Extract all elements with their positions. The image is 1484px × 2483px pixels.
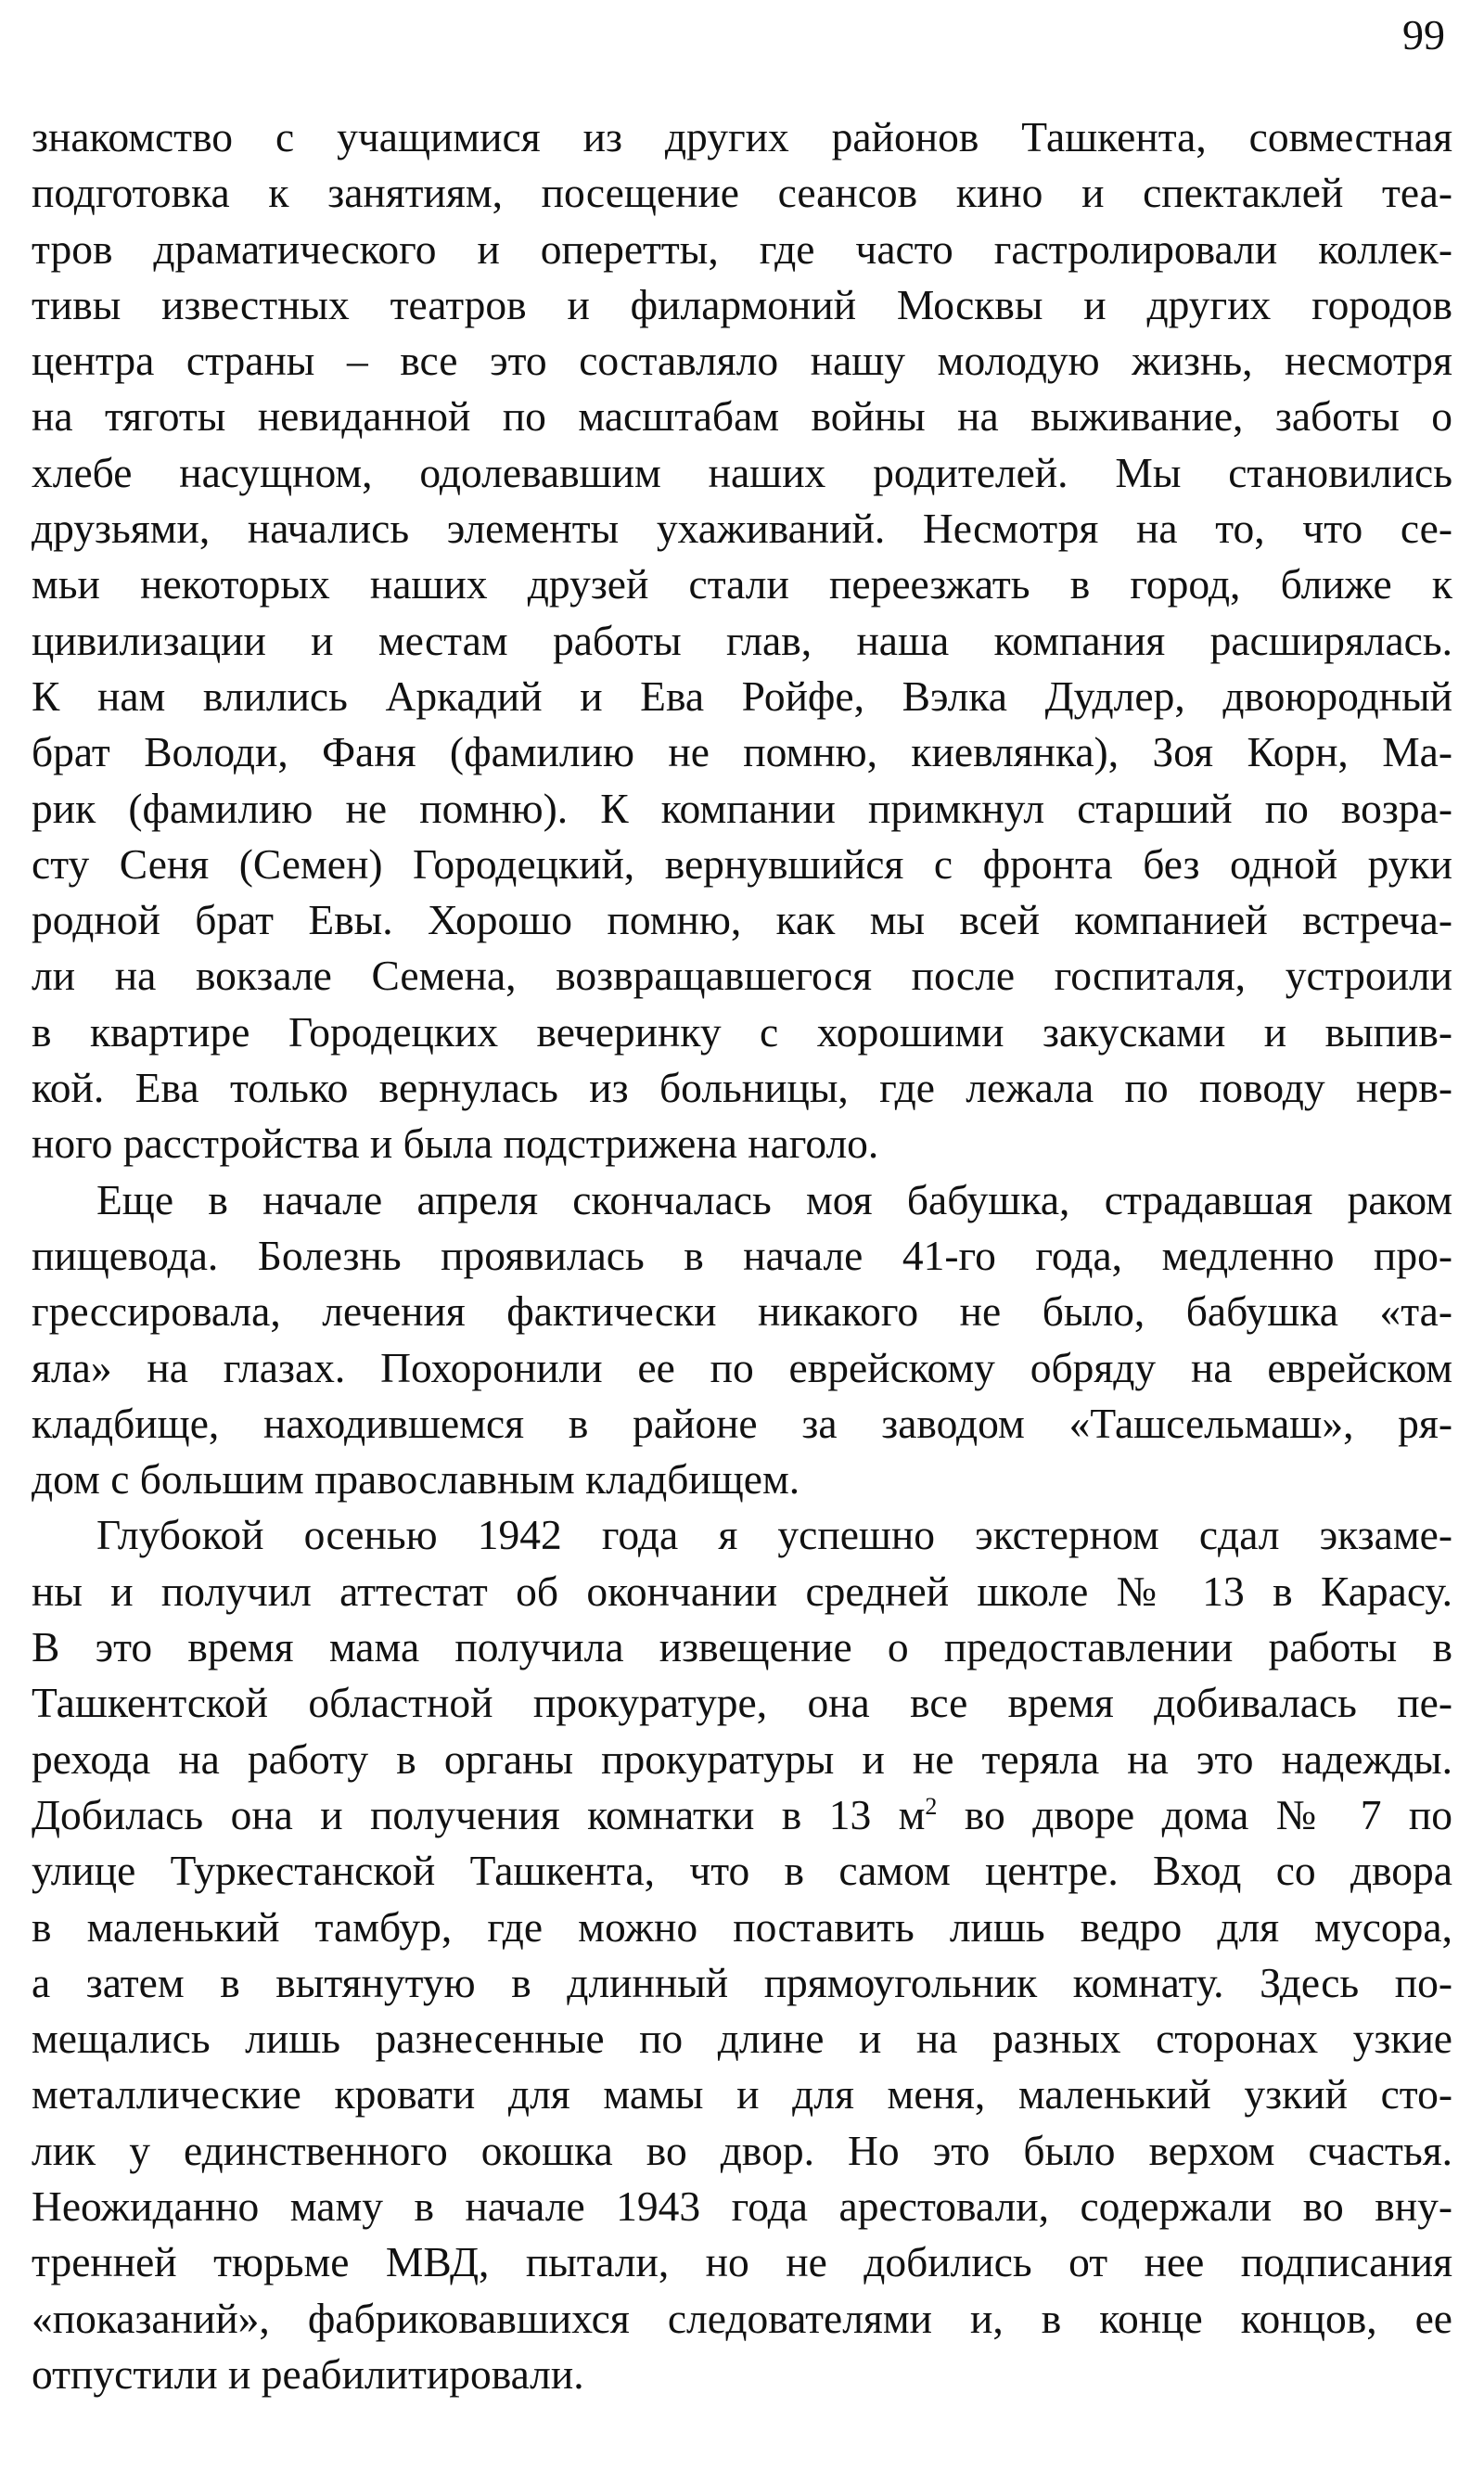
text-line: кой. Ева только вернулась из больницы, где лежала по поводу нерв- — [32, 1064, 1452, 1112]
text-line: в квартире Городецких вечеринку с хорошими закусками и выпив- — [32, 1007, 1452, 1056]
text-line: В это время мама получила извещение о предоставлении работы в — [32, 1623, 1452, 1671]
text-line: рик (фамилию не помню). К компании примкнул старший по возра- — [32, 784, 1452, 832]
text-line: пищевода. Болезнь проявилась в начале 41-го года, медленно про- — [32, 1231, 1452, 1279]
text-line: грессировала, лечения фактически никакого не было, бабушка «та- — [32, 1287, 1452, 1336]
text-line: брат Володи, Фаня (фамилию не помню, киевлянка), Зоя Корн, Ма- — [32, 728, 1452, 776]
superscript: 2 — [925, 1792, 938, 1820]
paragraph-1 — [32, 109, 1452, 1172]
text-line: дом с большим православным кладбищем. — [32, 1455, 800, 1504]
text-line: рехода на работу в органы прокуратуры и не теряла на это надежды. — [32, 1734, 1452, 1783]
text-line: кладбище, находившемся в районе за заводом «Ташсельмаш», ря- — [32, 1399, 1452, 1447]
text-line: тивы известных театров и филармоний Москвы и других городов — [32, 280, 1452, 328]
text-line: родной брат Евы. Хорошо помню, как мы всей компанией встреча- — [32, 896, 1452, 944]
text-line: ны и получил аттестат об окончании средней школе № 13 в Карасу. — [32, 1567, 1452, 1615]
text-line: Еще в начале апреля скончалась моя бабушка, страдавшая раком — [96, 1175, 1452, 1223]
text-line: «показаний», фабриковавшихся следователями и, в конце концов, ее — [32, 2294, 1452, 2342]
text-line: друзьями, начались элементы ухаживаний. Несмотря на то, что се- — [32, 505, 1452, 553]
text-line: лик у единственного окошка во двор. Но это было верхом счастья. — [32, 2126, 1452, 2174]
text-line: тренней тюрьме МВД, пытали, но не добились от нее подписания — [32, 2238, 1452, 2286]
text-line: хлебе насущном, одолевавшим наших родителей. Мы становились — [32, 448, 1452, 496]
paragraph-3 — [32, 1507, 1452, 2402]
text-line: К нам влились Аркадий и Ева Ройфе, Вэлка Дудлер, двоюродный — [32, 672, 1452, 720]
text-line: металлические кровати для мамы и для меня, маленький узкий сто- — [32, 2070, 1452, 2118]
text-line: на тяготы невиданной по масштабам войны на выживание, заботы о — [32, 392, 1452, 441]
text-line: ли на вокзале Семена, возвращавшегося после госпиталя, устроили — [32, 952, 1452, 1000]
text-line-with-superscript — [32, 1787, 1452, 1843]
text-line: мещались лишь разнесенные по длине и на разных сторонах узкие — [32, 2015, 1452, 2063]
text-line: мьи некоторых наших друзей стали переезжать в город, ближе к — [32, 560, 1452, 608]
text-line: Глубокой осенью 1942 года я успешно экстерном сдал экзаме- — [96, 1511, 1452, 1559]
text-line-tail: во дворе дома № 7 по — [937, 1790, 1452, 1838]
text-line: в маленький тамбур, где можно поставить лишь ведро для мусора, — [32, 1902, 1452, 1951]
text-line: подготовка к занятиям, посещение сеансов кино и спектаклей теа- — [32, 169, 1452, 217]
text-line: Неожиданно маму в начале 1943 года арестовали, содержали во вну- — [32, 2182, 1452, 2230]
text-line: знакомство с учащимися из других районов Ташкента, совместная — [32, 113, 1452, 160]
text-line: сту Сеня (Семен) Городецкий, вернувшийся с фронта без одной руки — [32, 839, 1452, 888]
text-line: центра страны – все это составляло нашу молодую жизнь, несмотря — [32, 337, 1452, 385]
text-line: цивилизации и местам работы глав, наша компания расширялась. — [32, 616, 1452, 664]
text-line: отпустили и реабилитировали. — [32, 2349, 584, 2398]
text-line: улице Туркестанской Ташкента, что в самом центре. Вход со двора — [32, 1847, 1452, 1895]
text-line: тров драматического и оперетты, где часто гастролировали коллек- — [32, 224, 1452, 273]
text-line-start: Добилась она и получения комнатки в 13 м — [32, 1790, 926, 1838]
text-line: яла» на глазах. Похоронили ее по еврейскому обряду на еврейском — [32, 1343, 1452, 1391]
paragraph-2 — [32, 1172, 1452, 1508]
text-line: Ташкентской областной прокуратуре, она все время добивалась пе- — [32, 1679, 1452, 1727]
page-number: 99 — [1402, 11, 1445, 58]
text-line: а затем в вытянутую в длинный прямоугольник комнату. Здесь по- — [32, 1958, 1452, 2006]
text-line: ного расстройства и была подстрижена наголо. — [32, 1120, 879, 1168]
body-text — [32, 109, 1452, 2402]
